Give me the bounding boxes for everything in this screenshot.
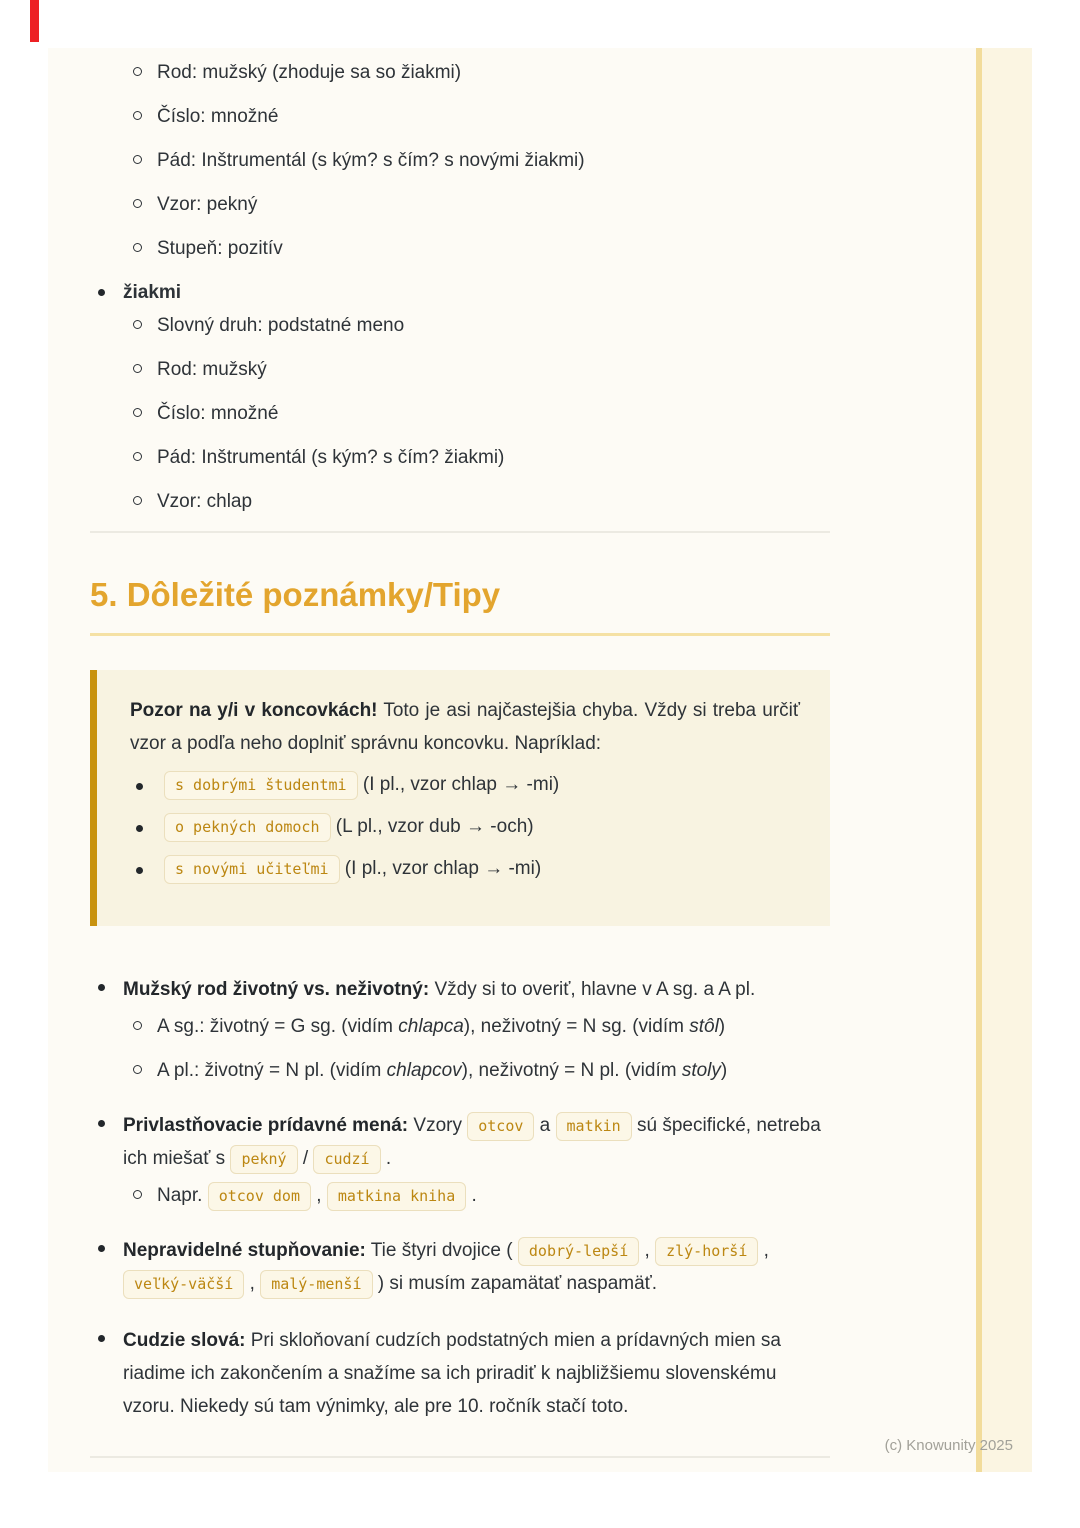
tip-item <box>90 1234 830 1300</box>
list-item <box>90 102 830 131</box>
code-chip: cudzí <box>313 1145 380 1174</box>
callout-example <box>130 770 800 799</box>
list-item-text: Vzor: pekný <box>157 194 258 215</box>
section-heading: 5. Dôležité poznámky/Tipy <box>90 575 830 636</box>
code-chip: otcov dom <box>208 1182 311 1211</box>
tip-rest: a <box>534 1115 556 1136</box>
disc-bullet-icon <box>136 867 143 874</box>
tip-rest: Vždy si to overiť, hlavne v A sg. a A pl. <box>429 979 756 1000</box>
code-chip: dobrý-lepší <box>518 1237 639 1266</box>
list-item-text: Slovný druh: podstatné meno <box>157 315 405 336</box>
callout-intro <box>130 694 800 760</box>
notebook-margin-band <box>976 48 1032 1472</box>
bottom-divider <box>90 1456 830 1458</box>
disc-bullet-icon <box>98 289 105 296</box>
circle-bullet-icon <box>133 496 142 505</box>
circle-bullet-icon <box>133 111 142 120</box>
tip-text <box>123 1109 830 1175</box>
list-item <box>90 311 830 340</box>
circle-bullet-icon <box>133 1190 142 1199</box>
code-chip: otcov <box>467 1112 534 1141</box>
list-item-text: Pád: Inštrumentál (s kým? s čím? s novými žiakmi) <box>157 150 585 171</box>
callout-intro-bold: Pozor na y/i v koncovkách! <box>130 700 378 721</box>
code-chip: matkina kniha <box>327 1182 466 1211</box>
sub-text: ), neživotný = N pl. (vidím <box>461 1060 682 1081</box>
tip-rest: ) si musím zapamätať naspamäť. <box>372 1273 658 1294</box>
code-chip: malý-menší <box>260 1270 372 1299</box>
tip-item <box>90 1109 830 1210</box>
disc-bullet-icon <box>98 984 105 991</box>
code-chip: pekný <box>230 1145 297 1174</box>
list-item-text: Stupeň: pozitív <box>157 238 283 259</box>
red-cursor-marker <box>30 0 39 42</box>
example-note: (L pl., vzor dub → -och) <box>330 816 534 837</box>
section-divider <box>90 531 830 533</box>
sub-text: ) <box>718 1016 726 1037</box>
tip-bold: Privlastňovacie prídavné mená: <box>123 1115 409 1136</box>
disc-bullet-icon <box>136 783 143 790</box>
sub-text: Napr. <box>157 1185 208 1206</box>
list-item <box>90 487 830 516</box>
callout-example <box>130 812 800 841</box>
circle-bullet-icon <box>133 364 142 373</box>
sub-text: A pl.: životný = N pl. (vidím <box>157 1060 387 1081</box>
sub-text: ), neživotný = N sg. (vidím <box>463 1016 690 1037</box>
tip-item <box>90 1324 830 1423</box>
callout-example <box>130 854 800 883</box>
code-chip: o pekných domoch <box>164 813 331 842</box>
tip-text <box>123 1234 830 1300</box>
tip-callout-box <box>90 670 830 926</box>
list-item <box>90 399 830 428</box>
list-item-text: Pád: Inštrumentál (s kým? s čím? žiakmi) <box>157 447 505 468</box>
code-chip: matkin <box>556 1112 632 1141</box>
sub-text: , <box>310 1185 327 1206</box>
circle-bullet-icon <box>133 320 142 329</box>
document-page <box>48 48 1032 1472</box>
list-item <box>90 146 830 175</box>
circle-bullet-icon <box>133 243 142 252</box>
tip-rest: . <box>380 1148 392 1169</box>
disc-bullet-icon <box>98 1120 105 1127</box>
tip-bold: Mužský rod životný vs. neživotný: <box>123 979 430 1000</box>
example-note: (I pl., vzor chlap → -mi) <box>339 858 542 879</box>
list-item-text: Vzor: chlap <box>157 491 253 512</box>
list-item <box>90 234 830 263</box>
circle-bullet-icon <box>133 1021 142 1030</box>
code-chip: s dobrými študentmi <box>164 771 358 800</box>
list-item-text: Rod: mužský <box>157 359 267 380</box>
disc-bullet-icon <box>98 1335 105 1342</box>
tip-rest: Pri skloňovaní cudzích podstatných mien a prídavných mien sa riadime ich zakončením a snažíme sa ich priradiť k najbližšiemu slovenskému vzoru. Niekedy sú tam výnimky, ale pre 10. ročník stačí toto. <box>123 1330 781 1417</box>
list-item <box>90 190 830 219</box>
sub-text: A sg.: životný = G sg. (vidím <box>157 1016 399 1037</box>
document-content <box>90 48 830 1458</box>
italic-term: chlapcov <box>386 1060 462 1081</box>
disc-bullet-icon <box>136 825 143 832</box>
tip-rest: , <box>758 1240 769 1261</box>
list-item-text: Rod: mužský (zhoduje sa so žiakmi) <box>157 62 462 83</box>
tip-item <box>90 973 830 1085</box>
tip-text <box>123 973 830 1006</box>
circle-bullet-icon <box>133 199 142 208</box>
tip-rest: sú špecifické, netreba ich miešať s <box>123 1115 821 1169</box>
code-chip: zlý-horší <box>655 1237 758 1266</box>
list-item <box>90 58 830 87</box>
copyright-footer: (c) Knowunity 2025 <box>884 1437 1013 1454</box>
circle-bullet-icon <box>133 452 142 461</box>
tip-text <box>123 1324 830 1423</box>
tip-sub-item <box>90 1056 830 1085</box>
callout-intro-text: Toto je asi najčastejšia chyba. Vždy si treba určiť vzor a podľa neho doplniť správnu koncovku. Napríklad: <box>130 700 800 754</box>
code-chip: s novými učiteľmi <box>164 855 340 884</box>
tip-bold: Nepravidelné stupňovanie: <box>123 1240 366 1261</box>
tip-rest: , <box>639 1240 656 1261</box>
disc-bullet-icon <box>98 1245 105 1252</box>
tip-bold: Cudzie slová: <box>123 1330 246 1351</box>
circle-bullet-icon <box>133 1065 142 1074</box>
list-item <box>90 443 830 472</box>
italic-term: stoly <box>681 1060 721 1081</box>
term-text: žiakmi <box>123 282 182 303</box>
tip-sub-item <box>90 1012 830 1041</box>
tip-rest: / <box>297 1148 314 1169</box>
sub-text: . <box>466 1185 477 1206</box>
circle-bullet-icon <box>133 408 142 417</box>
list-item-text: Číslo: množné <box>157 106 279 127</box>
italic-term: stôl <box>689 1016 719 1037</box>
circle-bullet-icon <box>133 155 142 164</box>
list-item <box>90 355 830 384</box>
sub-text: ) <box>720 1060 728 1081</box>
example-note: (I pl., vzor chlap → -mi) <box>357 774 560 795</box>
tip-rest: , <box>244 1273 261 1294</box>
list-item-text: Číslo: množné <box>157 403 279 424</box>
tip-sub-item <box>90 1181 830 1210</box>
code-chip: veľký-väčší <box>123 1270 244 1299</box>
tip-rest: Vzory <box>408 1115 468 1136</box>
italic-term: chlapca <box>398 1016 464 1037</box>
list-term <box>90 278 830 307</box>
tip-rest: Tie štyri dvojice ( <box>365 1240 518 1261</box>
tips-list <box>90 973 830 1423</box>
circle-bullet-icon <box>133 67 142 76</box>
